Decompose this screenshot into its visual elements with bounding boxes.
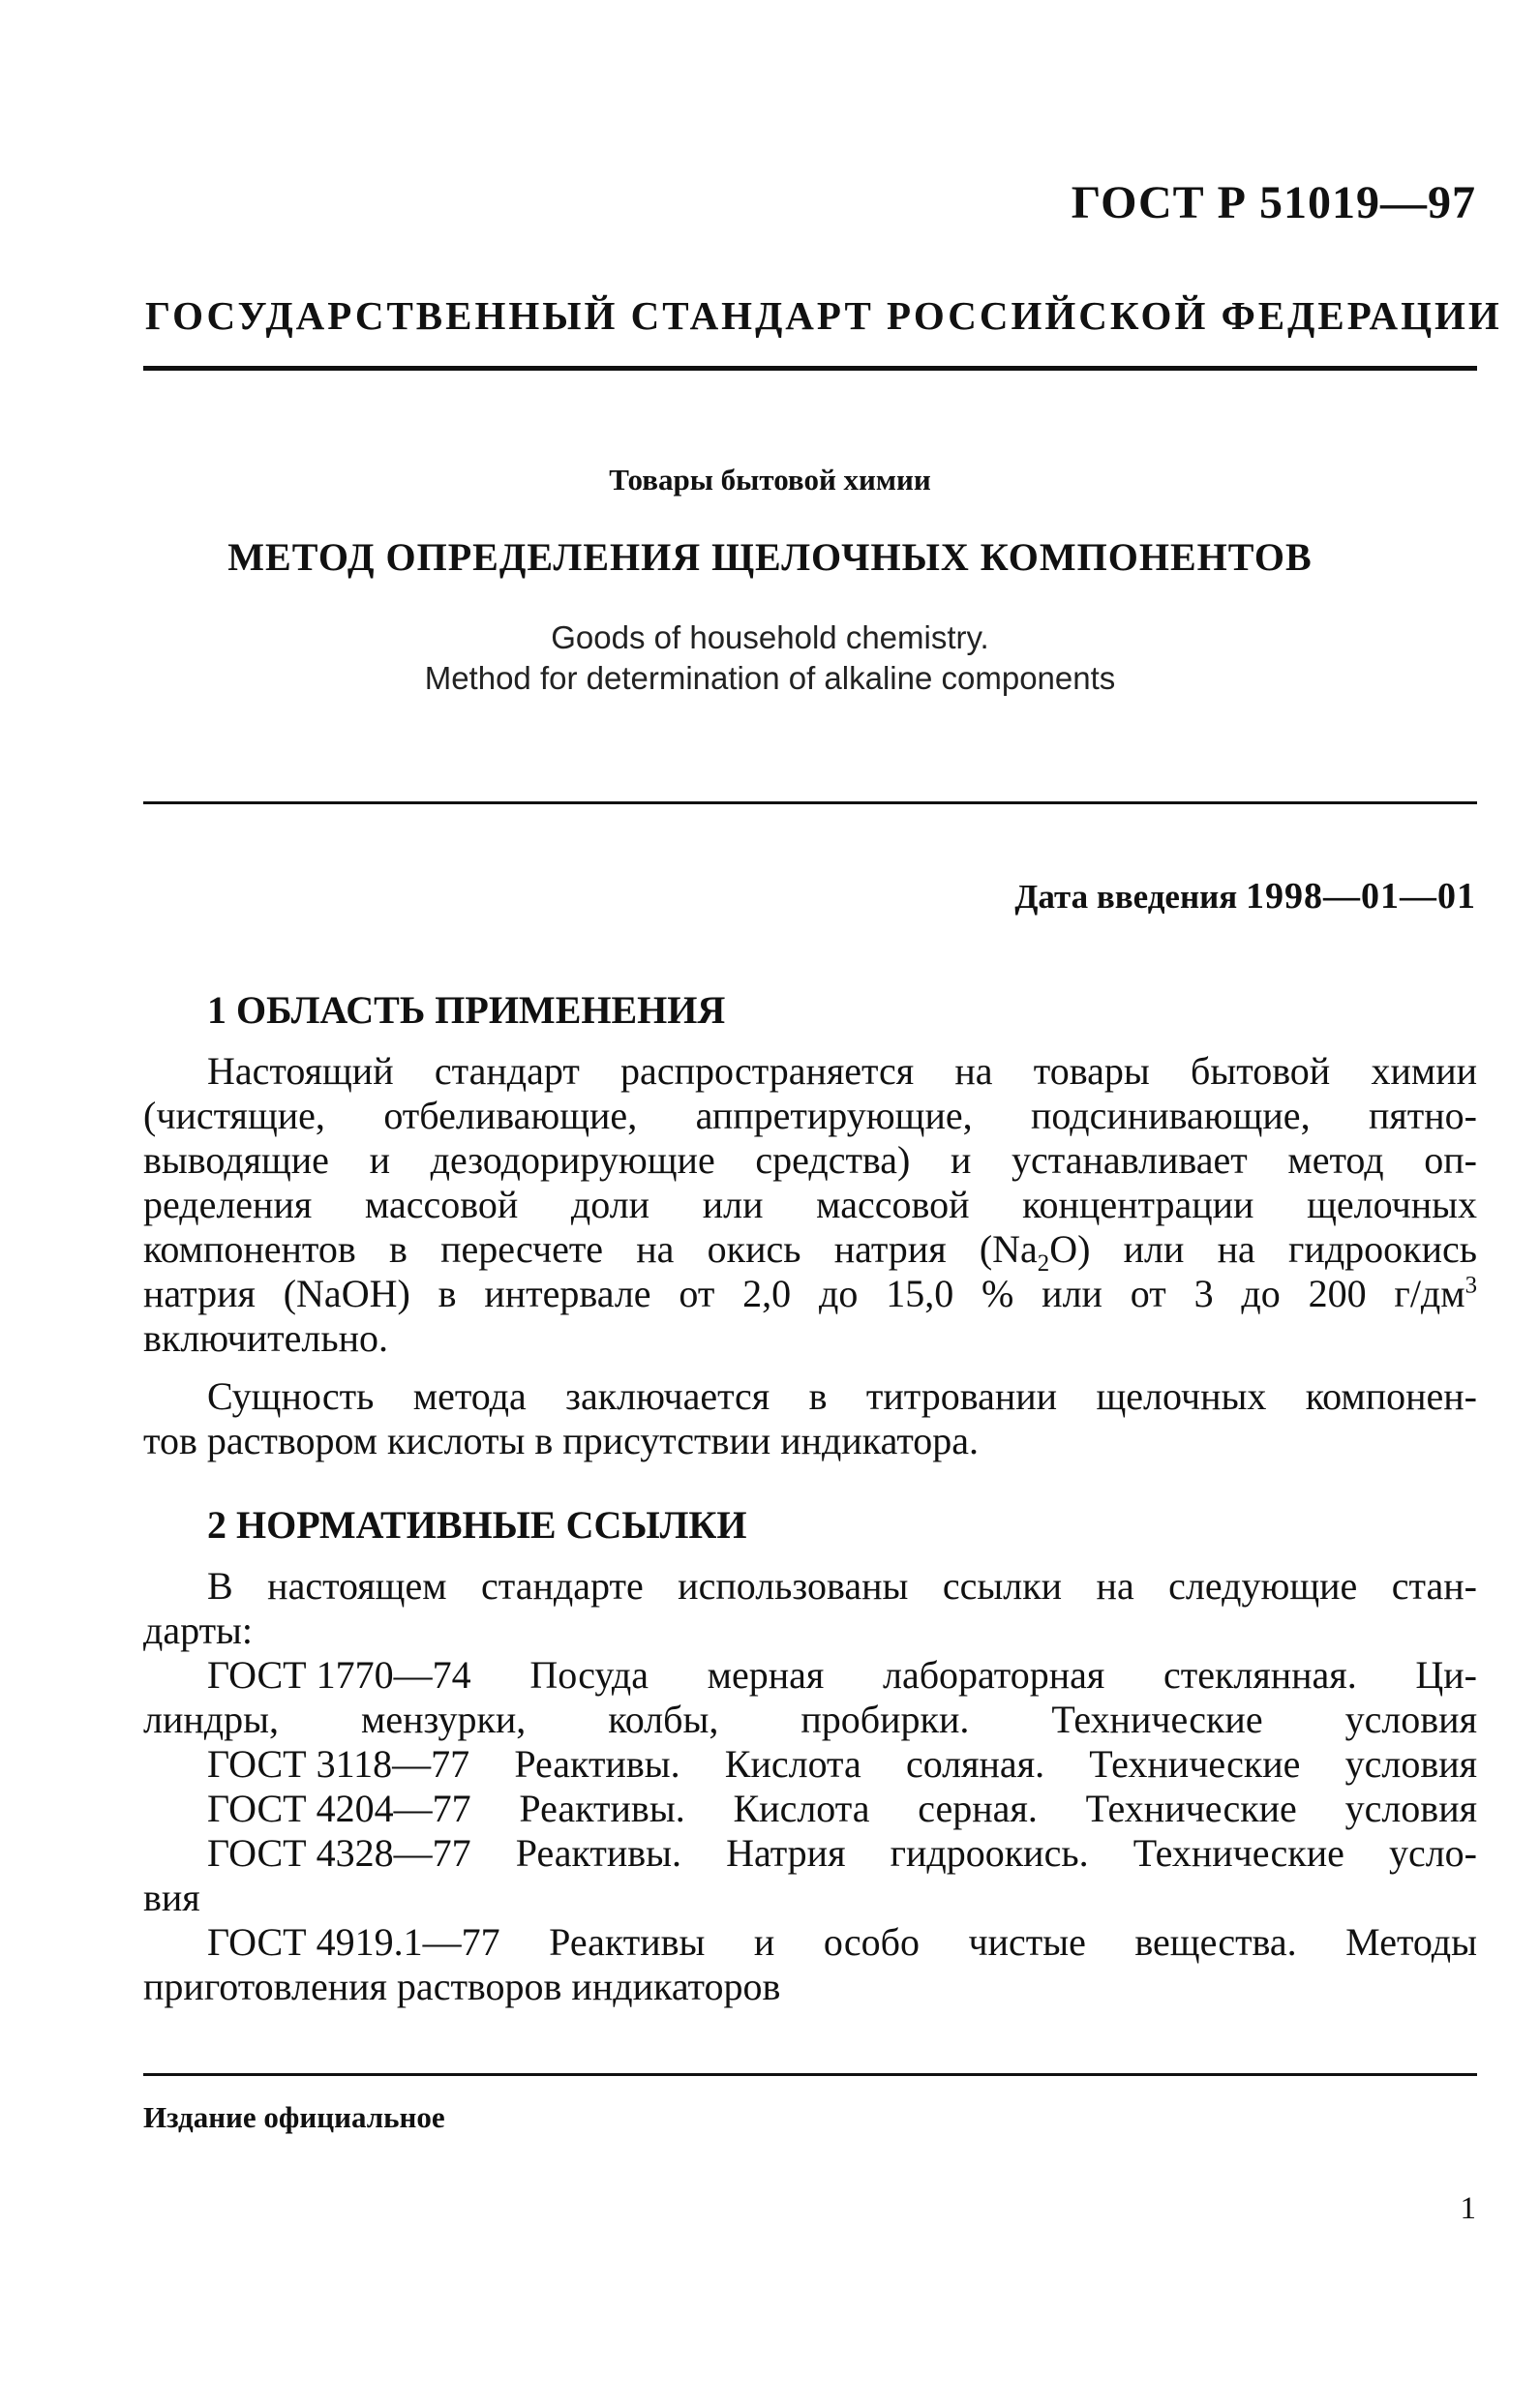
- text-line: Сущность метода заключается в титровании щелочных компонен-: [207, 1374, 1477, 1418]
- reference-item: ГОСТ 4204—77 Реактивы. Кислота серная. Технические условия: [207, 1787, 1477, 1830]
- reference-code: ГОСТ 4204—77: [207, 1787, 471, 1830]
- text-line: натрия (NaOH) в интервале от 2,0 до 15,0 % или от 3 до 200 $г/дм^3$: [143, 1272, 1477, 1315]
- text-line: компонентов в пересчете на окись натрия $(Na_2O)$ или на гидроокись: [143, 1227, 1477, 1277]
- text-line: тов раствором кислоты в присутствии индикатора.: [143, 1419, 980, 1462]
- reference-item: ГОСТ 3118—77 Реактивы. Кислота соляная. Технические условия: [207, 1742, 1478, 1786]
- reference-continuation: приготовления растворов индикаторов: [143, 1965, 781, 2008]
- text-line: В настоящем стандарте использованы ссылки на следующие стан-: [207, 1564, 1477, 1608]
- reference-code: ГОСТ 4328—77: [207, 1831, 471, 1875]
- title-rule: [143, 801, 1477, 804]
- reference-code: ГОСТ 3118—77: [207, 1742, 470, 1786]
- reference-item: ГОСТ 1770—74 Посуда мерная лабораторная стеклянная. Ци-: [207, 1653, 1478, 1697]
- section-2-heading: 2 НОРМАТИВНЫЕ ССЫЛКИ: [207, 1503, 747, 1547]
- reference-code: ГОСТ 4919.1—77: [207, 1920, 500, 1964]
- text-line: выводящие и дезодорирующие средства) и устанавливает метод оп-: [143, 1138, 1477, 1182]
- footer-rule: [143, 2073, 1477, 2076]
- standard-title: ГОСУДАРСТВЕННЫЙ СТАНДАРТ РОССИЙСКОЙ ФЕДЕРАЦИИ: [145, 293, 1502, 338]
- text-line: ределения массовой доли или массовой концентрации щелочных: [143, 1183, 1477, 1226]
- introduction-date: [1014, 875, 1476, 918]
- reference-item: ГОСТ 4919.1—77 Реактивы и особо чистые вещества. Методы: [207, 1920, 1477, 1964]
- section-1-heading: 1 ОБЛАСТЬ ПРИМЕНЕНИЯ: [207, 988, 726, 1032]
- text-line: (чистящие, отбеливающие, аппретирующие, подсинивающие, пятно-: [143, 1094, 1477, 1137]
- subject-title: Товары бытовой химии: [609, 463, 931, 497]
- reference-continuation: линдры, мензурки, колбы, пробирки. Технические условия: [143, 1698, 1477, 1741]
- edition-note: Издание официальное: [143, 2100, 445, 2134]
- text-line: Настоящий стандарт распространяется на товары бытовой химии: [207, 1049, 1477, 1093]
- english-title-line-2: Method for determination of alkaline components: [424, 660, 1116, 696]
- date-value: 1998—01—01: [1246, 876, 1476, 917]
- reference-continuation: вия: [143, 1876, 200, 1919]
- page-number: 1: [1460, 2191, 1476, 2226]
- english-title-line-1: Goods of household chemistry.: [551, 619, 989, 655]
- main-title: МЕТОД ОПРЕДЕЛЕНИЯ ЩЕЛОЧНЫХ КОМПОНЕНТОВ: [227, 535, 1313, 579]
- standard-code: ГОСТ Р 51019—97: [1071, 177, 1476, 228]
- text-line: включительно.: [143, 1316, 389, 1360]
- section-2-body: [143, 1564, 1477, 2009]
- reference-item: ГОСТ 4328—77 Реактивы. Натрия гидроокись. Технические усло-: [207, 1831, 1477, 1875]
- section-1-body: [143, 1049, 1477, 1463]
- date-label: Дата введения: [1014, 878, 1238, 916]
- reference-code: ГОСТ 1770—74: [207, 1653, 471, 1697]
- text-line: дарты:: [143, 1609, 254, 1652]
- header-rule: [143, 366, 1477, 371]
